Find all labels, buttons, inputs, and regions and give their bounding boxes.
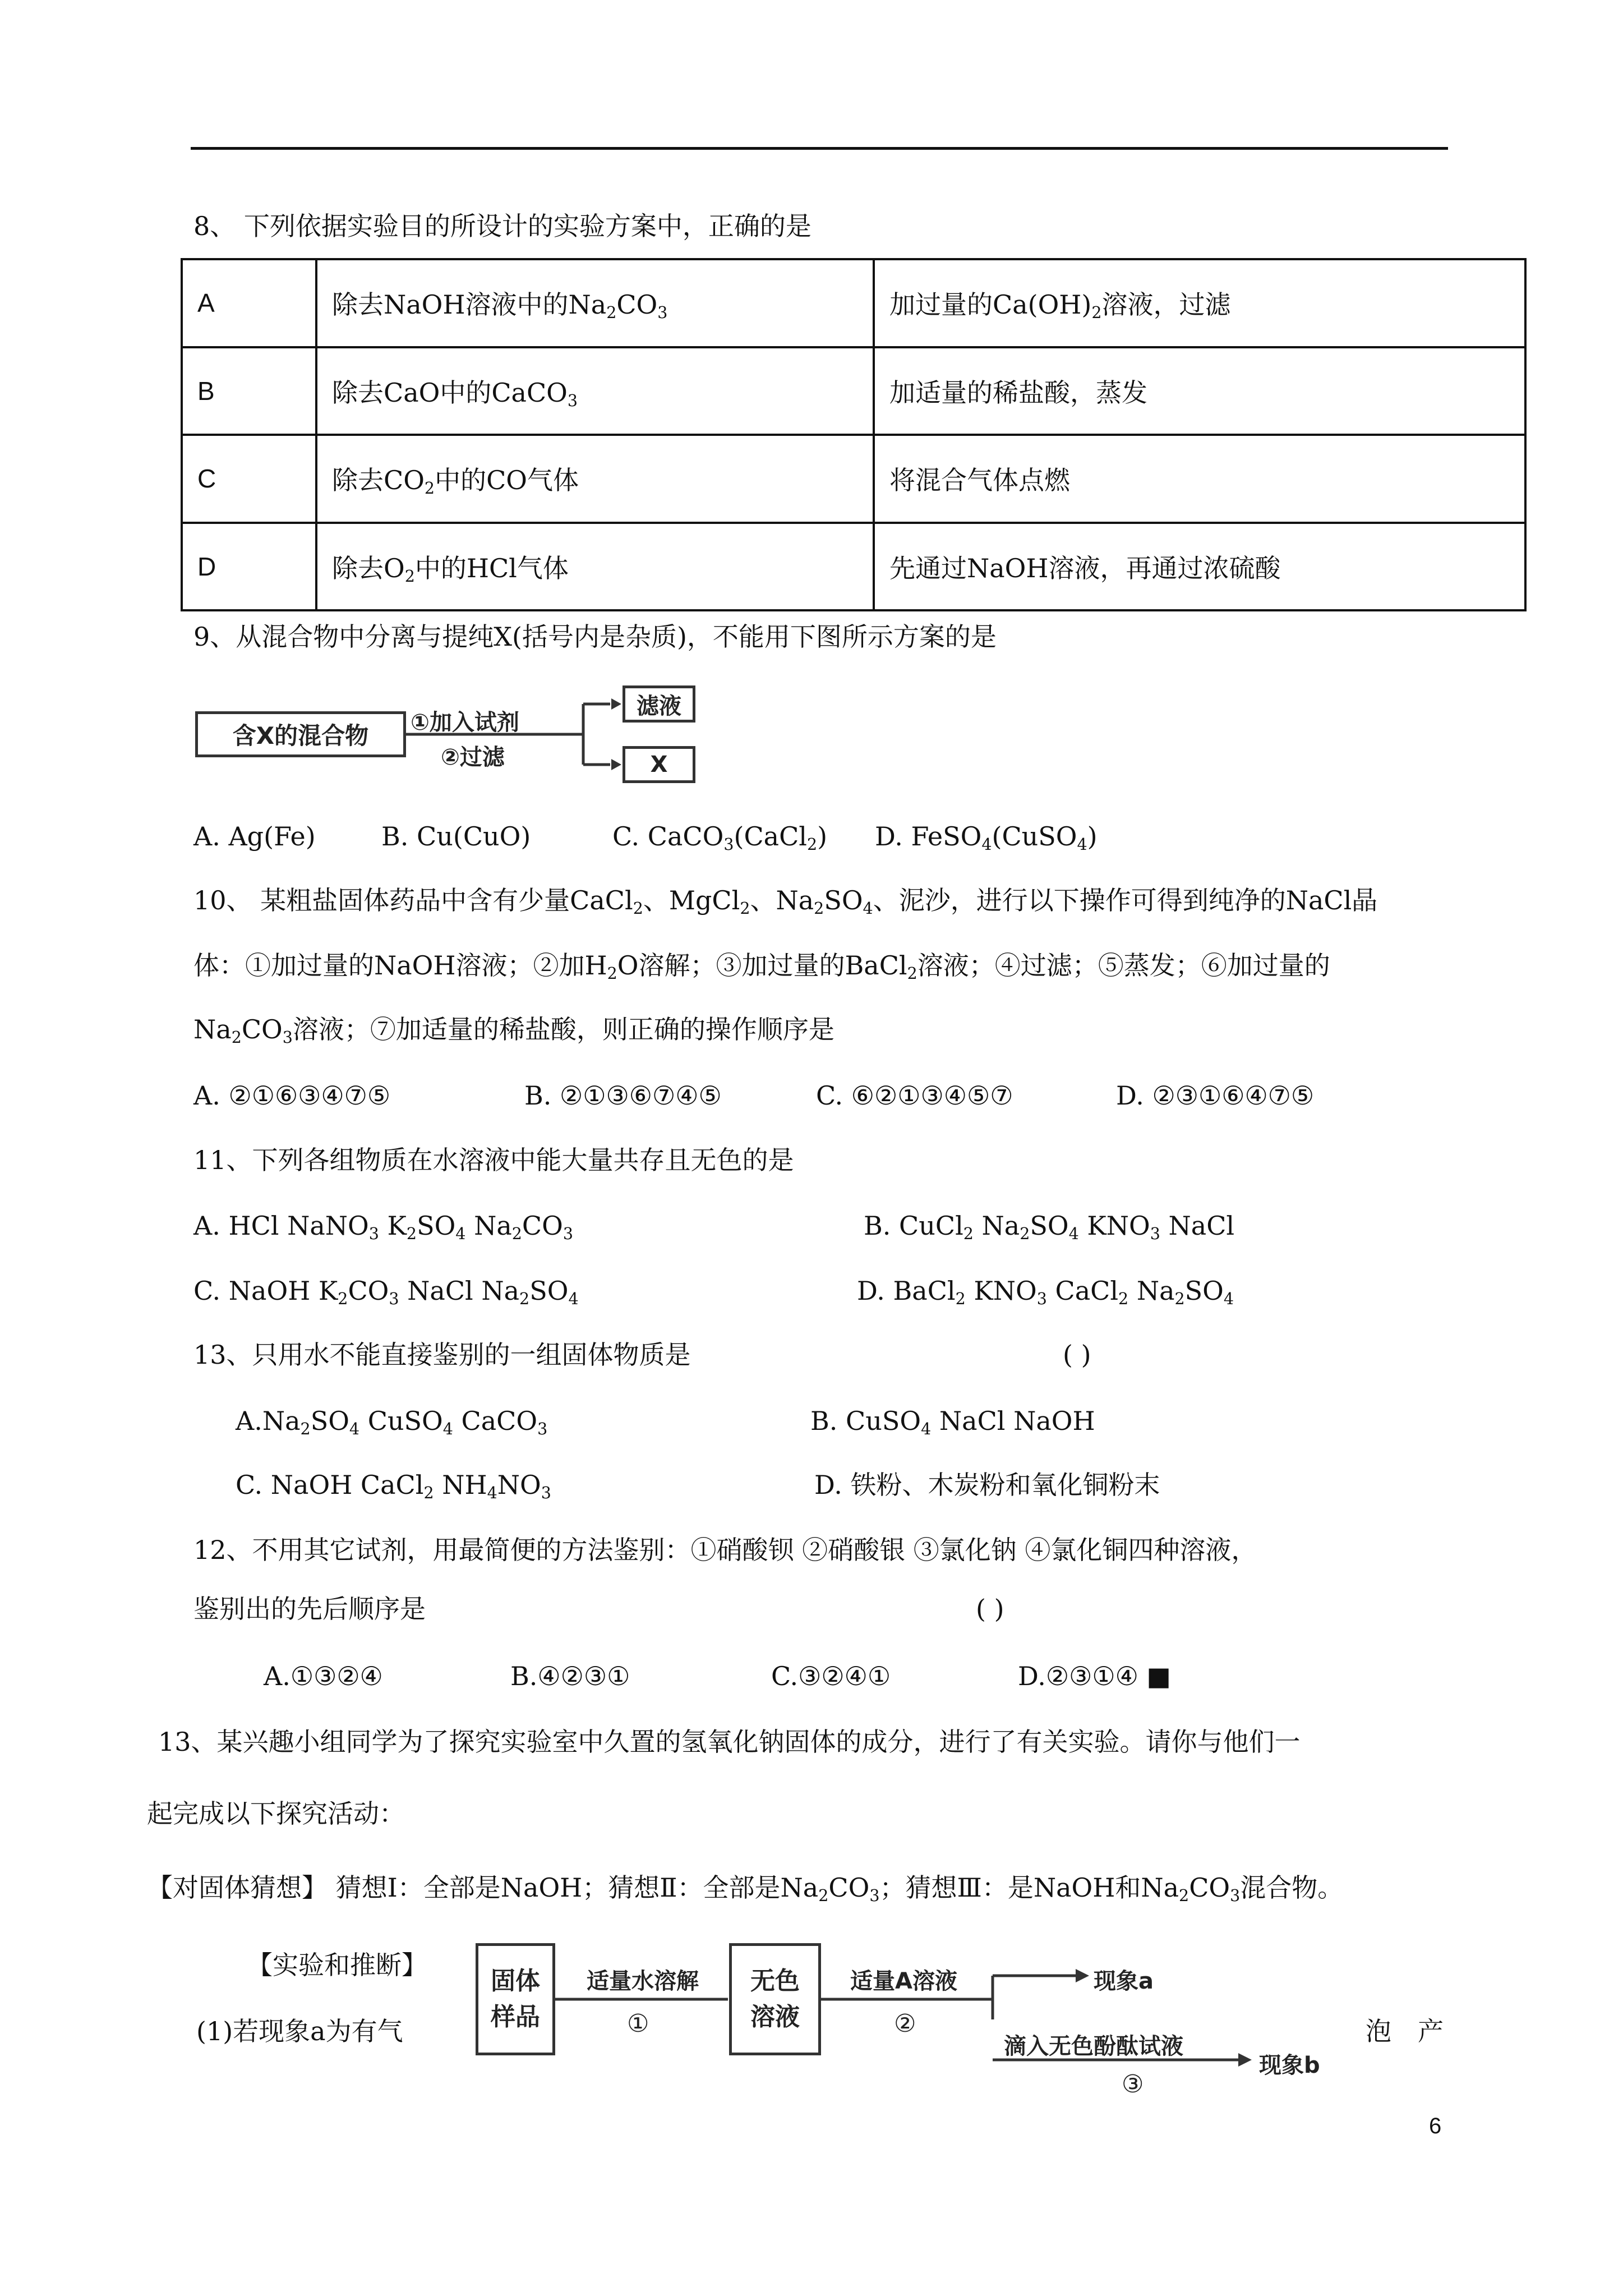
q13b-line1: 13、某兴趣小组同学为了探究实验室中久置的氢氧化钠固体的成分，进行了有关实验。请你与他们一 <box>158 1727 1301 1757</box>
q8-option-cell: C <box>182 435 316 523</box>
step2-label: 适量A溶液 <box>850 1968 957 1994</box>
q10-option-a: A. ②①⑥③④⑦⑤ <box>193 1080 391 1111</box>
q13a-answer-paren: ( ) <box>1063 1340 1091 1370</box>
sample-label: 固体样品 <box>491 1967 540 2031</box>
q8-goal-cell: 除去CaO中的CaCO$_3$ <box>316 347 874 435</box>
q8-goal-cell: 除去$O_2$中的HCl气体 <box>316 523 874 611</box>
result-a: 现象a <box>1094 1968 1154 1994</box>
q12-option-d: D.②③①④ ■ <box>1018 1661 1171 1691</box>
q10-line3: $Na_2CO_3$溶液；⑦加适量的稀盐酸，则正确的操作顺序是 <box>193 1014 834 1047</box>
q12-option-a: A.①③②④ <box>264 1661 383 1691</box>
q8-method-cell: 加适量的稀盐酸，蒸发 <box>874 347 1525 435</box>
q13b-exp-title: 【实验和推断】 <box>247 1950 427 1980</box>
step1-number: ① <box>627 2009 649 2038</box>
q12-line2: 鉴别出的先后顺序是 <box>193 1594 426 1624</box>
solution-label: 无色溶液 <box>750 1967 800 2031</box>
q8-goal-cell: 除去$CO_2$中的CO气体 <box>316 435 874 523</box>
q10-line2: 体：①加过量的NaOH溶液；②加$H_2O$溶解；③加过量的BaCl$_2$溶液；④过滤；⑤蒸发；⑥加过量的 <box>193 950 1330 983</box>
q11-option-c: C. NaOH $K_2CO_3$ NaCl $Na_2SO_4$ <box>193 1276 579 1308</box>
step2-number: ② <box>894 2009 916 2038</box>
q8-stem: 8、 下列依据实验目的所设计的实验方案中，正确的是 <box>193 211 811 241</box>
q8-method-cell: 加过量的$Ca(OH)_2$溶液，过滤 <box>874 259 1525 347</box>
q13a-option-b: B. CuSO$_4$ NaCl NaOH <box>810 1406 1095 1438</box>
result-b: 现象b <box>1259 2053 1320 2078</box>
q12-option-b: B.④②③① <box>510 1661 630 1691</box>
q13a-option-d: D. 铁粉、木炭粉和氧化铜粉末 <box>814 1470 1160 1500</box>
x-box: X <box>623 746 695 783</box>
q9-option-d: D. FeSO$_4$(CuSO$_4$) <box>875 821 1098 854</box>
q13b-part1: (1)若现象a为有气 <box>196 2016 403 2046</box>
q13a-option-c: C. NaOH CaCl$_2$ $NH_4NO_3$ <box>236 1470 551 1502</box>
q9-option-c: C. CaCO$_3$(CaCl$_2$) <box>612 821 828 854</box>
q13a-option-a: $A.Na_2SO_4$ CuSO$_4$ CaCO$_3$ <box>236 1406 548 1438</box>
step3-number: ③ <box>1122 2070 1144 2099</box>
q12-option-c: C.③②④① <box>771 1661 891 1691</box>
q9-option-a: A. Ag(Fe) <box>193 821 316 852</box>
q13b-tail1: 泡 <box>1366 2016 1391 2046</box>
q13a-stem: 13、只用水不能直接鉴别的一组固体物质是 <box>193 1340 691 1370</box>
q10-line1: 10、 某粗盐固体药品中含有少量CaCl$_2$、MgCl$_2$、$Na_2SO_4$、泥沙，进行以下操作可得到纯净的NaCl晶 <box>193 885 1378 918</box>
step2-label: ②过滤 <box>441 744 505 770</box>
q11-option-a: A. HCl NaNO$_3$ $K_2SO_4$ $Na_2CO_3$ <box>193 1211 573 1243</box>
step1-label: 适量水溶解 <box>587 1968 699 1994</box>
q12-answer-paren: ( ) <box>976 1594 1004 1624</box>
q13b-guess: 【对固体猜想】 猜想Ⅰ：全部是NaOH；猜想Ⅱ：全部是$Na_2CO_3$；猜想Ⅲ：是NaOH和$Na_2CO_3$混合物。 <box>147 1872 1344 1905</box>
q8-option-cell: A <box>182 259 316 347</box>
step1-label: ①加入试剂 <box>411 710 519 735</box>
q11-option-b: B. CuCl$_2$ $Na_2SO_4$ $KNO_3$ NaCl <box>864 1211 1235 1243</box>
q13b-line2: 起完成以下探究活动： <box>147 1798 405 1829</box>
step3-label: 滴入无色酚酞试液 <box>1004 2033 1183 2059</box>
q8-method-cell: 先通过NaOH溶液，再通过浓硫酸 <box>874 523 1525 611</box>
filtrate-box: 滤液 <box>623 685 695 723</box>
page-number: 6 <box>1429 2114 1442 2138</box>
q8-option-cell: B <box>182 347 316 435</box>
q13b-tail2: 产 <box>1418 2016 1444 2046</box>
q9-stem: 9、从混合物中分离与提纯X(括号内是杂质)，不能用下图所示方案的是 <box>193 622 997 652</box>
q8-option-cell: D <box>182 523 316 611</box>
q11-stem: 11、下列各组物质在水溶液中能大量共存且无色的是 <box>193 1145 794 1175</box>
q10-option-b: B. ②①③⑥⑦④⑤ <box>524 1080 722 1111</box>
q11-option-d: D. BaCl$_2$ $KNO_3$ CaCl$_2$ $Na_2SO_4$ <box>857 1276 1234 1308</box>
q9-option-b: B. Cu(CuO) <box>381 821 531 852</box>
q8-goal-cell: 除去NaOH溶液中的$Na_2CO_3$ <box>316 259 874 347</box>
q10-option-c: C. ⑥②①③④⑤⑦ <box>816 1080 1013 1111</box>
q10-option-d: D. ②③①⑥④⑦⑤ <box>1116 1080 1315 1111</box>
q8-method-cell: 将混合气体点燃 <box>874 435 1525 523</box>
q12-line1: 12、不用其它试剂，用最简便的方法鉴别：①硝酸钡 ②硝酸银 ③氯化钠 ④氯化铜四种溶液， <box>193 1535 1257 1565</box>
mixture-box: 含X的混合物 <box>195 711 406 757</box>
